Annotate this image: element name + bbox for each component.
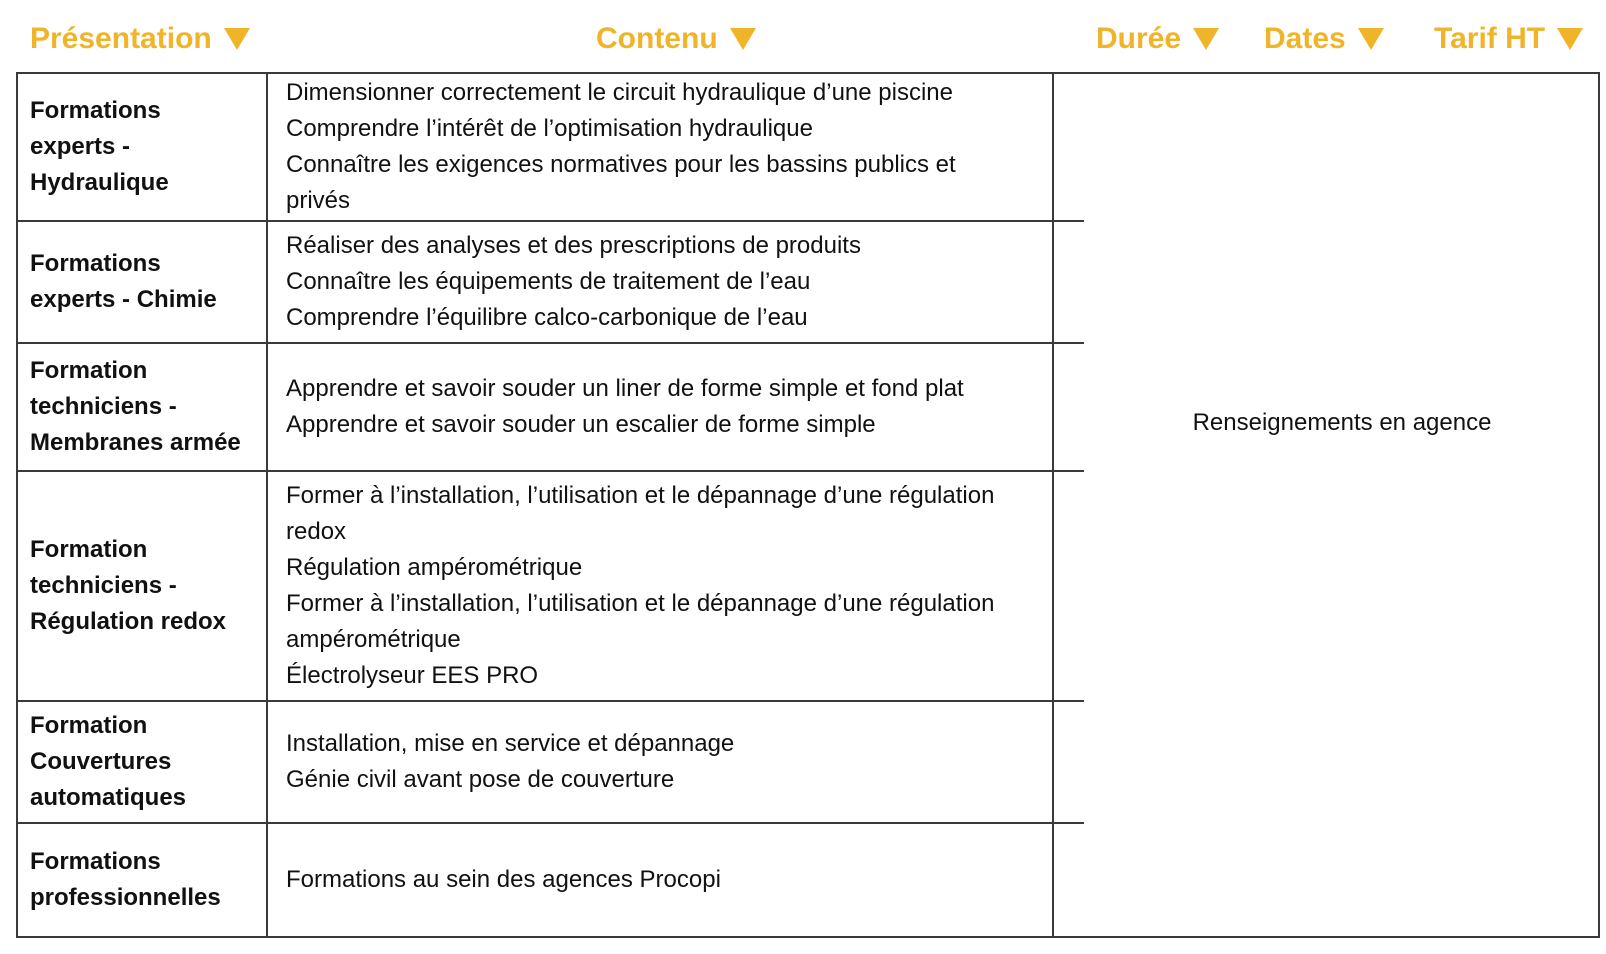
content-line: Génie civil avant pose de couverture: [286, 766, 675, 793]
content-line: Électrolyseur EES PRO: [286, 662, 539, 689]
content-line: Réaliser des analyses et des prescriptions de produits: [286, 232, 861, 259]
content-line: Installation, mise en service et dépannage: [286, 730, 735, 757]
content-line: Comprendre l’équilibre calco-carbonique de l’eau: [286, 304, 808, 331]
row-title: [30, 74, 260, 220]
header-duree-label: Durée: [1096, 22, 1182, 55]
content-line: Connaître les équipements de traitement de l’eau: [286, 268, 811, 295]
table-row: [18, 344, 1084, 472]
row-content: [286, 824, 1076, 936]
table-row: [18, 472, 1084, 702]
row-title-line: experts -: [30, 133, 131, 160]
triangle-down-icon[interactable]: [1193, 28, 1219, 50]
row-title-line: Formations: [30, 848, 161, 875]
content-line: Connaître les exigences normatives pour les bassins publics et: [286, 151, 956, 178]
row-title: [30, 824, 260, 936]
row-content: [286, 344, 1076, 470]
row-title: [30, 344, 260, 470]
row-title-line: Formations: [30, 97, 161, 124]
row-title-line: Formation: [30, 536, 148, 563]
table-header: [0, 14, 1606, 64]
row-content: [286, 74, 1076, 220]
header-duree[interactable]: [1096, 14, 1219, 64]
header-tarif-label: Tarif HT: [1434, 22, 1546, 55]
content-line: Régulation ampérométrique: [286, 554, 583, 581]
row-title-line: Membranes armée: [30, 429, 241, 456]
content-line: Apprendre et savoir souder un escalier de forme simple: [286, 411, 876, 438]
content-line: Former à l’installation, l’utilisation et le dépannage d’une régulation: [286, 590, 995, 617]
table-row: [18, 824, 1084, 936]
content-line: Former à l’installation, l’utilisation et le dépannage d’une régulation: [286, 482, 995, 509]
table-row: [18, 702, 1084, 824]
content-line: Formations au sein des agences Procopi: [286, 866, 721, 893]
header-dates[interactable]: [1264, 14, 1384, 64]
table-row: [18, 222, 1084, 344]
row-title-line: Régulation redox: [30, 608, 227, 635]
header-contenu-label: Contenu: [596, 22, 718, 55]
info-cell: [1086, 74, 1598, 936]
triangle-down-icon[interactable]: [730, 28, 756, 50]
header-contenu[interactable]: [596, 14, 756, 64]
table-row: [18, 74, 1084, 222]
triangle-down-icon[interactable]: [224, 28, 250, 50]
row-title-line: Couvertures: [30, 748, 172, 775]
row-title-line: techniciens -: [30, 572, 177, 599]
row-title-line: Hydraulique: [30, 169, 169, 196]
triangle-down-icon[interactable]: [1557, 28, 1583, 50]
row-title-line: Formation: [30, 712, 148, 739]
row-content: [286, 702, 1076, 822]
row-content: [286, 222, 1076, 342]
content-line: Apprendre et savoir souder un liner de forme simple et fond plat: [286, 375, 964, 402]
row-content: [286, 472, 1076, 700]
triangle-down-icon[interactable]: [1358, 28, 1384, 50]
row-title: [30, 472, 260, 700]
header-tarif[interactable]: [1434, 14, 1583, 64]
content-line: redox: [286, 518, 347, 545]
row-title: [30, 702, 260, 822]
formations-table: [16, 72, 1600, 938]
header-presentation[interactable]: [30, 14, 250, 64]
header-dates-label: Dates: [1264, 22, 1346, 55]
row-title-line: Formation: [30, 357, 148, 384]
header-presentation-label: Présentation: [30, 22, 212, 55]
content-line: privés: [286, 187, 351, 214]
row-title-line: Formations: [30, 250, 161, 277]
content-line: ampérométrique: [286, 626, 461, 653]
row-title-line: experts - Chimie: [30, 286, 217, 313]
row-title-line: automatiques: [30, 784, 187, 811]
content-line: Dimensionner correctement le circuit hydraulique d’une piscine: [286, 79, 953, 106]
content-line: Comprendre l’intérêt de l’optimisation hydraulique: [286, 115, 813, 142]
row-title: [30, 222, 260, 342]
row-title-line: professionnelles: [30, 884, 221, 911]
row-title-line: techniciens -: [30, 393, 177, 420]
info-cell-text: Renseignements en agence: [1192, 409, 1492, 436]
